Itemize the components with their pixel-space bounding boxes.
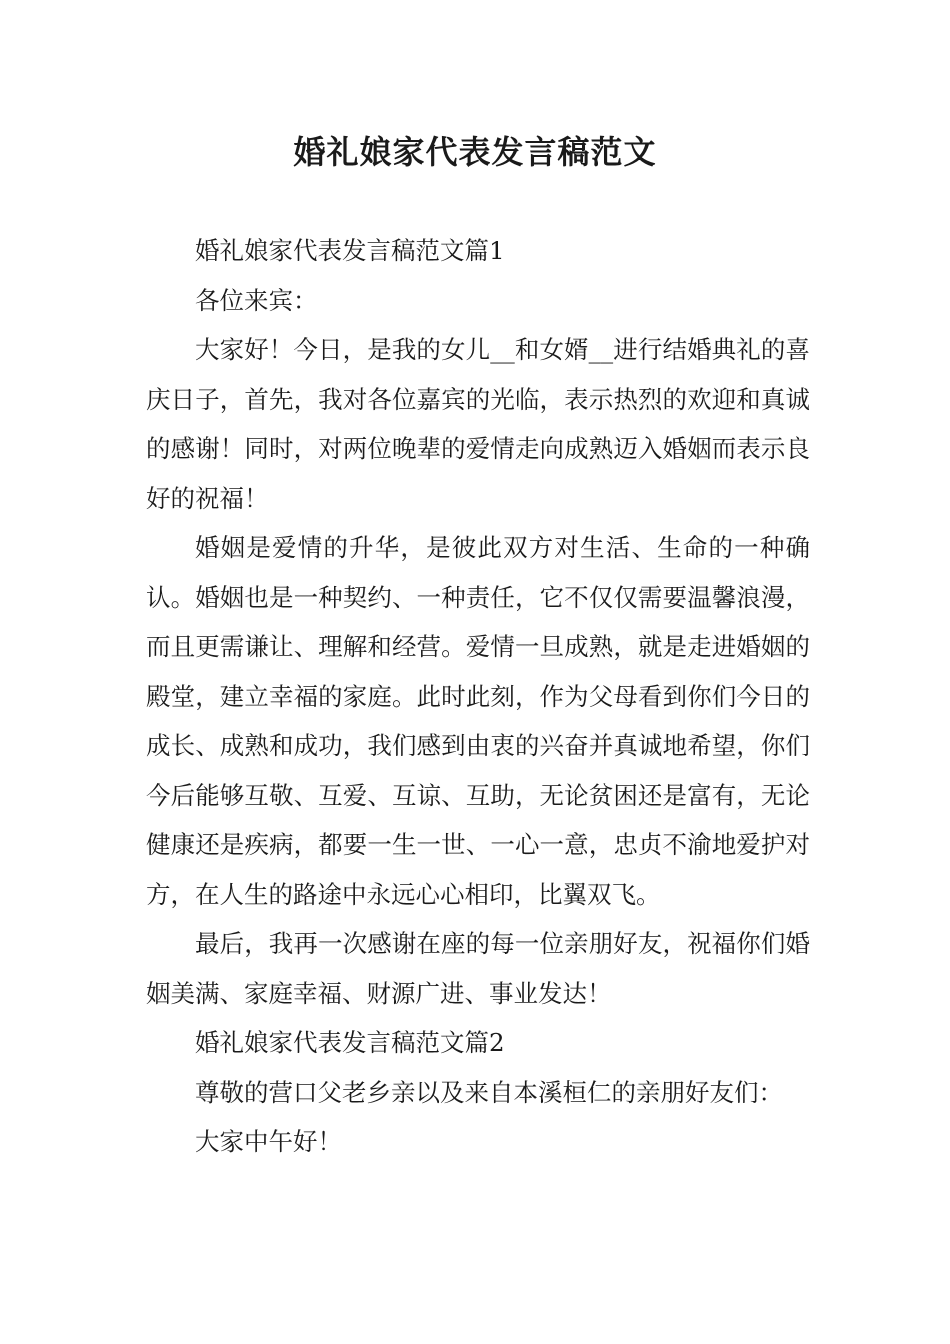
document-title: 婚礼娘家代表发言稿范文 — [293, 133, 657, 171]
salutation: 各位来宾： — [195, 285, 318, 315]
greeting-2: 大家中午好！ — [195, 1127, 342, 1156]
paragraph-greeting: 大家好！今日，是我的女儿__和女婿__进行结婚典礼的喜庆日子，首先，我对各位嘉宾的光临，表示热烈的欢迎和真诚的感谢！同时，对两位晚辈的爱情走向成熟迈入婚姻而表示良好的祝福！ — [146, 335, 810, 513]
section-heading-1: 婚礼娘家代表发言稿范文篇1 — [195, 236, 505, 265]
document-body — [146, 226, 810, 1167]
salutation-2: 尊敬的营口父老乡亲以及来自本溪桓仁的亲朋好友们： — [195, 1077, 783, 1107]
section-heading-2: 婚礼娘家代表发言稿范文篇2 — [195, 1028, 505, 1057]
paragraph-closing: 最后，我再一次感谢在座的每一位亲朋好友，祝福你们婚姻美满、家庭幸福、财源广进、事业发达！ — [146, 929, 810, 1008]
paragraph-marriage: 婚姻是爱情的升华，是彼此双方对生活、生命的一种确认。婚姻也是一种契约、一种责任，它不仅仅需要温馨浪漫，而且更需谦让、理解和经营。爱情一旦成熟，就是走进婚姻的殿堂，建立幸福的家庭。此时此刻，作为父母看到你们今日的成长、成熟和成功，我们感到由衷的兴奋并真诚地希望，你们今后能够互敬、互爱、互谅、互助，无论贫困还是富有，无论健康还是疾病，都要一生一世、一心一意，忠贞不渝地爱护对方，在人生的路途中永远心心相印，比翼双飞。 — [146, 533, 810, 909]
